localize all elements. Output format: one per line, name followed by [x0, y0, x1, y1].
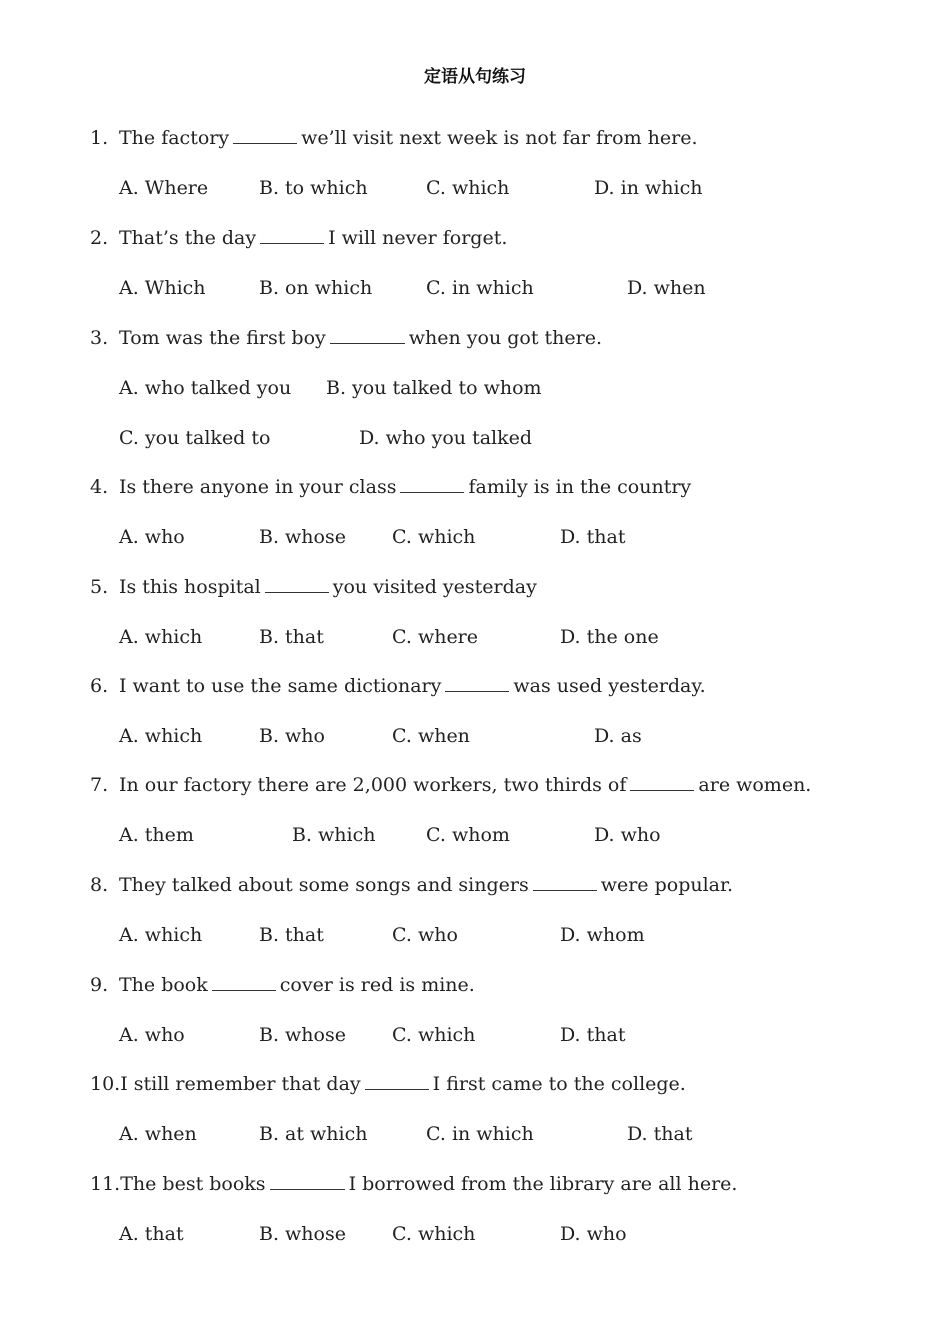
option-b[interactable]: B. to which [259, 177, 368, 199]
question-text-after: cover is red is mine. [279, 974, 475, 996]
option-d[interactable]: D. whom [560, 924, 645, 946]
question-number: 4. [90, 476, 109, 498]
option-d[interactable]: D. that [560, 1024, 626, 1046]
question-number: 3. [90, 327, 109, 349]
question-text-before: Is this hospital [119, 576, 261, 598]
question-text-before: Tom was the first boy [119, 327, 326, 349]
option-c[interactable]: C. which [392, 526, 476, 548]
answer-blank[interactable] [330, 325, 405, 344]
option-a[interactable]: A. who [119, 526, 185, 548]
question-text-after: I first came to the college. [432, 1073, 686, 1095]
option-a[interactable]: A. Which [119, 277, 206, 299]
question-8 [90, 872, 733, 898]
option-d[interactable]: D. as [594, 725, 642, 747]
option-b[interactable]: B. whose [259, 1223, 346, 1245]
option-c[interactable]: C. in which [426, 1123, 534, 1145]
option-d[interactable]: D. who [594, 824, 661, 846]
answer-blank[interactable] [630, 772, 694, 791]
question-number: 6. [90, 675, 109, 697]
question-text-after: was used yesterday. [513, 675, 706, 697]
question-text-before: The book [119, 974, 208, 996]
question-number: 2. [90, 227, 109, 249]
option-c[interactable]: C. when [392, 725, 470, 747]
answer-blank[interactable] [533, 872, 597, 891]
question-text-after: we’ll visit next week is not far from here. [301, 127, 698, 149]
option-c[interactable]: C. you talked to [119, 427, 271, 449]
option-a[interactable]: A. who talked you [119, 377, 292, 399]
question-text-after: were popular. [600, 874, 734, 896]
option-c[interactable]: C. which [426, 177, 510, 199]
question-text-before: I want to use the same dictionary [119, 675, 442, 697]
question-text-before: Is there anyone in your class [119, 476, 397, 498]
answer-blank[interactable] [445, 673, 509, 692]
question-2 [90, 225, 507, 251]
question-number: 9. [90, 974, 109, 996]
option-c[interactable]: C. whom [426, 824, 510, 846]
question-text-before: I still remember that day [120, 1073, 361, 1095]
question-text-before: They talked about some songs and singers [119, 874, 529, 896]
option-b[interactable]: B. whose [259, 526, 346, 548]
question-text-after: I borrowed from the library are all here. [348, 1173, 738, 1195]
question-4 [90, 474, 691, 500]
question-number: 8. [90, 874, 109, 896]
question-9 [90, 972, 475, 998]
question-text-after: I will never forget. [328, 227, 508, 249]
option-a[interactable]: A. who [119, 1024, 185, 1046]
option-c[interactable]: C. where [392, 626, 479, 648]
option-a[interactable]: A. that [119, 1223, 184, 1245]
answer-blank[interactable] [260, 225, 324, 244]
option-d[interactable]: D. the one [560, 626, 659, 648]
option-c[interactable]: C. who [392, 924, 458, 946]
answer-blank[interactable] [233, 125, 297, 144]
option-b[interactable]: B. that [259, 924, 324, 946]
answer-blank[interactable] [270, 1171, 345, 1190]
option-d[interactable]: D. that [560, 526, 626, 548]
option-d[interactable]: D. who you talked [359, 427, 533, 449]
question-11 [90, 1171, 737, 1197]
option-a[interactable]: A. which [119, 725, 203, 747]
question-number: 7. [90, 774, 109, 796]
option-c[interactable]: C. which [392, 1024, 476, 1046]
page-title: 定语从句练习 [424, 67, 526, 87]
question-1 [90, 125, 697, 151]
question-6 [90, 673, 706, 699]
option-b[interactable]: B. which [292, 824, 376, 846]
option-a[interactable]: A. Where [119, 177, 209, 199]
option-d[interactable]: D. in which [594, 177, 703, 199]
question-7 [90, 772, 811, 798]
question-text-before: In our factory there are 2,000 workers, two thirds of [119, 774, 627, 796]
option-b[interactable]: B. at which [259, 1123, 368, 1145]
answer-blank[interactable] [212, 972, 276, 991]
question-10 [90, 1071, 686, 1097]
option-c[interactable]: C. which [392, 1223, 476, 1245]
option-a[interactable]: A. when [119, 1123, 197, 1145]
question-text-after: when you got there. [408, 327, 602, 349]
question-text-before: That’s the day [119, 227, 257, 249]
question-text-before: The best books [120, 1173, 266, 1195]
answer-blank[interactable] [365, 1071, 429, 1090]
option-b[interactable]: B. whose [259, 1024, 346, 1046]
answer-blank[interactable] [265, 574, 329, 593]
question-5 [90, 574, 537, 600]
option-a[interactable]: A. which [119, 924, 203, 946]
question-number: 5. [90, 576, 109, 598]
option-a[interactable]: A. which [119, 626, 203, 648]
question-number: 1. [90, 127, 109, 149]
option-b[interactable]: B. on which [259, 277, 373, 299]
answer-blank[interactable] [400, 474, 464, 493]
option-b[interactable]: B. who [259, 725, 325, 747]
question-number: 10. [90, 1073, 121, 1095]
question-3 [90, 325, 602, 351]
question-text-after: are women. [698, 774, 812, 796]
option-a[interactable]: A. them [119, 824, 194, 846]
option-d[interactable]: D. that [627, 1123, 693, 1145]
question-number: 11. [90, 1173, 121, 1195]
question-text-after: you visited yesterday [332, 576, 537, 598]
question-text-after: family is in the country [468, 476, 692, 498]
question-text-before: The factory [119, 127, 230, 149]
option-d[interactable]: D. who [560, 1223, 627, 1245]
option-b[interactable]: B. that [259, 626, 324, 648]
option-d[interactable]: D. when [627, 277, 706, 299]
option-b[interactable]: B. you talked to whom [326, 377, 542, 399]
option-c[interactable]: C. in which [426, 277, 534, 299]
